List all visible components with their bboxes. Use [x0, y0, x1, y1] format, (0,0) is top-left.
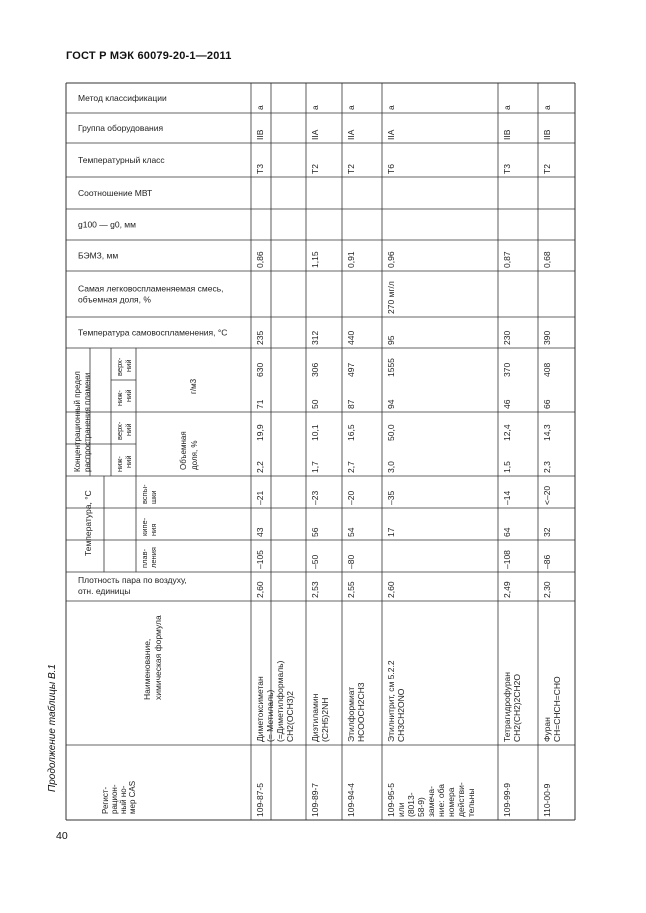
value-cell: IIA — [346, 129, 356, 140]
value-cell: 10,1 — [310, 424, 320, 441]
row-label: Температурный класс — [78, 155, 165, 165]
group-header: распространения пламени — [83, 372, 92, 472]
value-cell: а — [310, 105, 320, 110]
value-cell: –23 — [310, 490, 320, 505]
value-cell: 32 — [542, 527, 552, 537]
compound-name: Этилформиат — [346, 686, 356, 742]
value-cell: <–20 — [542, 485, 552, 505]
value-cell: 50,0 — [386, 424, 396, 441]
value-cell: 94 — [386, 399, 396, 409]
cas-number: (8013- — [406, 792, 416, 817]
value-cell: 16,5 — [346, 424, 356, 441]
value-cell: а — [542, 105, 552, 110]
row-label: рацион- — [110, 784, 119, 814]
value-cell: T6 — [386, 164, 396, 174]
row-label: Группа оборудования — [78, 123, 164, 133]
value-cell: 390 — [542, 330, 552, 345]
group-header: ниж- — [115, 456, 124, 472]
value-cell: а — [255, 105, 265, 110]
value-cell: –80 — [346, 554, 356, 569]
value-cell: 1,15 — [310, 251, 320, 268]
group-header: вспы- — [140, 484, 149, 504]
compound-name: Тетрагидрофуран — [502, 672, 512, 742]
value-cell: T2 — [542, 164, 552, 174]
value-cell: –20 — [346, 490, 356, 505]
compound-name: (=Диметилформаль) — [275, 660, 285, 742]
value-cell: 71 — [255, 399, 265, 409]
compound-name: Диметоксиметан — [255, 676, 265, 742]
group-header: ний — [124, 455, 133, 468]
table-caption: Продолжение таблицы В.1 — [47, 664, 58, 792]
value-cell: а — [386, 105, 396, 110]
value-cell: 95 — [386, 335, 396, 345]
value-cell: 14,3 — [542, 424, 552, 441]
cas-number: или — [396, 802, 406, 817]
page-number: 40 — [56, 830, 68, 842]
value-cell: 1555 — [386, 358, 396, 377]
cas-number: 58-9) — [416, 797, 426, 817]
value-cell: IIA — [310, 129, 320, 140]
value-cell: 2,49 — [502, 581, 512, 598]
group-header: Температура, °С — [83, 490, 93, 556]
row-label: мер CAS — [128, 780, 137, 814]
compound-name: Фуран — [542, 717, 552, 742]
row-label: Плотность пара по воздуху, — [78, 575, 187, 585]
unit-label: доля, % — [190, 440, 199, 470]
value-cell: 2,53 — [310, 581, 320, 598]
value-cell: 270 мг/л — [386, 281, 396, 314]
cas-number: 109-87-5 — [255, 782, 265, 817]
value-cell: 43 — [255, 527, 265, 537]
value-cell: 19,9 — [255, 424, 265, 441]
compound-name: CH3CH2ONO — [396, 688, 406, 742]
value-cell: 2,2 — [255, 461, 265, 473]
value-cell: 1,5 — [502, 461, 512, 473]
group-header: ления — [149, 547, 158, 568]
group-header: шки — [149, 490, 158, 504]
value-cell: 2,30 — [542, 581, 552, 598]
value-cell: 87 — [346, 399, 356, 409]
row-label: объемная доля, % — [78, 294, 151, 305]
value-cell: 1,7 — [310, 461, 320, 473]
group-header: ний — [124, 389, 133, 402]
row-label: отн. единицы — [78, 586, 131, 596]
value-cell: 2,3 — [542, 461, 552, 473]
value-cell: –35 — [386, 490, 396, 505]
value-cell: а — [502, 105, 512, 110]
row-label: Температура самовоспламенения, °С — [78, 327, 228, 338]
compound-name: CH2(CH2)2CH2O — [512, 673, 522, 742]
value-cell: 2,55 — [346, 581, 356, 598]
value-cell: T3 — [255, 164, 265, 174]
value-cell: а — [346, 105, 356, 110]
row-label: Наименование, — [142, 638, 152, 700]
value-cell: –14 — [502, 490, 512, 505]
value-cell: 0,87 — [502, 251, 512, 268]
value-cell: 3,0 — [386, 461, 396, 473]
value-cell: 630 — [255, 362, 265, 377]
compound-name: Диэтиламин — [310, 693, 320, 742]
value-cell: 64 — [502, 527, 512, 537]
row-label: Регист- — [101, 786, 110, 814]
value-cell: 230 — [502, 330, 512, 345]
cas-number: замеча- — [426, 786, 436, 817]
value-cell: IIB — [542, 129, 552, 140]
value-cell: 0,68 — [542, 251, 552, 268]
compound-name: Этилнитрит, см 5.2.2 — [386, 660, 396, 742]
value-cell: 497 — [346, 362, 356, 377]
value-cell: 46 — [502, 399, 512, 409]
unit-label: г/м3 — [189, 378, 198, 394]
value-cell: 235 — [255, 330, 265, 345]
cas-number: 109-94-4 — [346, 782, 356, 817]
value-cell: 50 — [310, 399, 320, 409]
value-cell: T3 — [502, 164, 512, 174]
unit-label: Объемная — [179, 431, 188, 470]
cas-number: 109-89-7 — [310, 782, 320, 817]
row-label: ный но- — [119, 785, 128, 814]
value-cell: 440 — [346, 330, 356, 345]
compound-name: (C2H5)2NH — [320, 697, 330, 742]
value-cell: –105 — [255, 550, 265, 569]
value-cell: 408 — [542, 362, 552, 377]
cas-number: тельны — [466, 788, 476, 817]
value-cell: IIB — [255, 129, 265, 140]
group-header: ний — [124, 423, 133, 436]
page-header: ГОСТ Р МЭК 60079-20-1—2011 — [66, 50, 232, 62]
row-label: химическая формула — [153, 615, 163, 700]
value-cell: 56 — [310, 527, 320, 537]
value-cell: 17 — [386, 527, 396, 537]
value-cell: T2 — [310, 164, 320, 174]
value-cell: IIA — [386, 129, 396, 140]
group-header: верх- — [115, 421, 124, 440]
cas-number: 109-95-5 — [386, 782, 396, 817]
value-cell: T2 — [346, 164, 356, 174]
cas-number: действи- — [456, 782, 466, 817]
row-label: Соотношение МВТ — [78, 188, 153, 198]
value-cell: –108 — [502, 550, 512, 569]
group-header: ния — [149, 523, 158, 536]
cas-number: ние: оба — [436, 783, 446, 817]
compound-name: CH=CHCH=CHO — [552, 676, 562, 742]
group-header: плав- — [140, 548, 149, 568]
row-label: Метод классификации — [78, 93, 167, 103]
value-cell: 370 — [502, 362, 512, 377]
cas-number: 110-00-9 — [542, 783, 552, 817]
value-cell: IIB — [502, 129, 512, 140]
group-header: верх- — [115, 357, 124, 376]
value-cell: 312 — [310, 330, 320, 345]
value-cell: 0,91 — [346, 251, 356, 268]
value-cell: 306 — [310, 362, 320, 377]
row-label: Самая легковоспламеняемая смесь, — [78, 283, 224, 294]
cas-number: 109-99-9 — [502, 782, 512, 817]
group-header: ний — [124, 359, 133, 372]
value-cell: –86 — [542, 554, 552, 569]
cas-number: номера — [446, 787, 456, 817]
value-cell: 2,7 — [346, 461, 356, 473]
group-header: кипе- — [140, 517, 149, 536]
compound-name: CH2(OCH3)2 — [285, 690, 295, 742]
compound-name: (= Метилаль) — [265, 689, 275, 742]
value-cell: 54 — [346, 527, 356, 537]
value-cell: 12,4 — [502, 424, 512, 441]
value-cell: 2,60 — [386, 581, 396, 598]
value-cell: 0,86 — [255, 251, 265, 268]
group-header: ниж- — [115, 390, 124, 406]
value-cell: 0,96 — [386, 251, 396, 268]
value-cell: 2,60 — [255, 581, 265, 598]
row-label: БЭМЗ, мм — [78, 250, 119, 261]
compound-name: HCOOCH2CH3 — [356, 682, 366, 742]
value-cell: –21 — [255, 490, 265, 505]
group-header: Концентрационный предел — [73, 371, 82, 472]
row-label: g100 — g0, мм — [78, 219, 136, 230]
value-cell: 66 — [542, 399, 552, 409]
value-cell: –50 — [310, 554, 320, 569]
